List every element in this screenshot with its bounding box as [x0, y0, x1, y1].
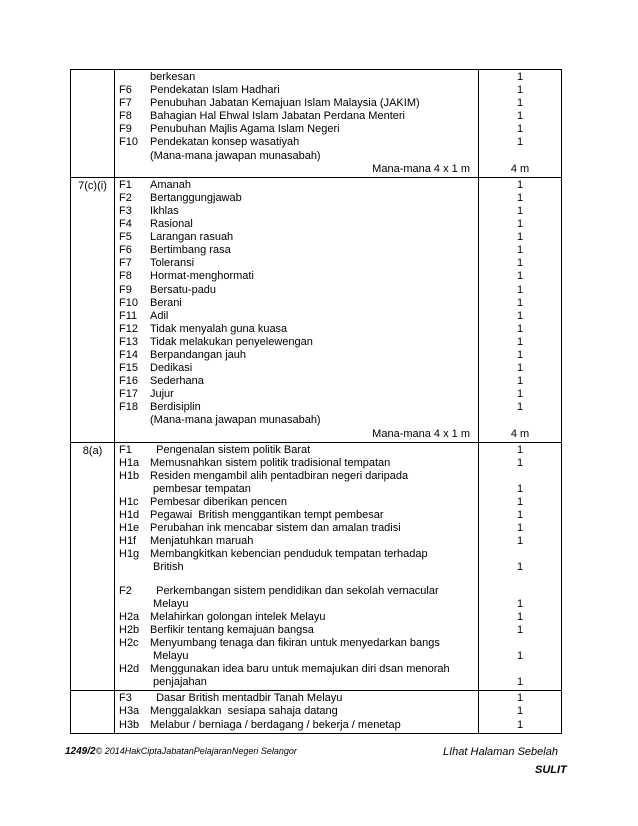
mark-value: 1 [516, 348, 524, 361]
mark-value: 1 [516, 456, 524, 469]
mark-value: 1 [516, 257, 524, 270]
table-row [71, 70, 562, 178]
answer-point [115, 179, 478, 192]
answer-point [115, 470, 478, 483]
point-code: F8 [119, 270, 132, 283]
mark-value: 1 [516, 362, 524, 375]
answer-point [115, 676, 478, 689]
mark-value: 1 [516, 136, 524, 149]
answer-point [115, 310, 478, 323]
point-text: Pendekatan konsep wasatiyah [150, 136, 300, 149]
table-row [71, 178, 562, 443]
point-code: H3a [119, 705, 140, 718]
answer-point [115, 509, 478, 522]
marking-summary: Mana-mana 4 x 1 m [372, 427, 470, 440]
point-code: H2a [119, 610, 140, 623]
point-text: Memusnahkan sistem politik tradisional tempatan [150, 456, 391, 469]
question-number [71, 691, 115, 732]
answer-point [115, 585, 478, 598]
answer-point [115, 719, 478, 732]
point-text: Tidak menyalah guna kuasa [150, 322, 288, 335]
mark-value: 1 [516, 110, 524, 123]
point-text: pembesar tempatan [150, 482, 251, 495]
point-text: Bahagian Hal Ehwal Islam Jabatan Perdana Menteri [150, 110, 405, 123]
mark-value [479, 663, 561, 676]
point-code: H1g [119, 548, 140, 561]
table-row [71, 443, 562, 692]
point-code: F5 [119, 231, 132, 244]
point-text: Menggunakan idea baru untuk memajukan diri dsan menorah [150, 663, 450, 676]
point-text: Pengenalan sistem politik Barat [150, 443, 311, 456]
mark-value: 1 [516, 388, 524, 401]
point-code: F3 [119, 692, 132, 705]
point-code [115, 650, 150, 663]
mark-value: 1 [516, 270, 524, 283]
mark-value: 1 [516, 309, 524, 322]
mark-value [479, 548, 561, 561]
point-text: Rasional [150, 218, 193, 231]
mark-value: 1 [516, 443, 524, 456]
mark-value: 1 [516, 535, 524, 548]
point-code [115, 414, 150, 427]
point-text: Penubuhan Majlis Agama Islam Negeri [150, 123, 340, 136]
answer-point [115, 401, 478, 414]
point-code: F14 [119, 348, 138, 361]
mark-value: 1 [516, 561, 524, 574]
mark-value: 1 [516, 650, 524, 663]
mark-value: 1 [516, 204, 524, 217]
point-code: F4 [119, 218, 132, 231]
point-code [115, 483, 150, 496]
answer-point [115, 136, 478, 149]
total-mark: 4 m [510, 427, 530, 440]
point-text: Perubahan ink mencabar sistem dan amalan tradisi [150, 522, 401, 535]
answer-point [115, 205, 478, 218]
point-text: Jujur [150, 388, 174, 401]
point-code: H1d [119, 509, 140, 522]
point-text: Perkembangan sistem pendidikan dan sekolah vernacular [150, 584, 439, 597]
mark-value: 1 [516, 71, 524, 83]
mark-value: 1 [516, 401, 524, 414]
point-text: Menjatuhkan maruah [150, 535, 254, 548]
answer-point [115, 244, 478, 257]
answer-point [115, 561, 478, 574]
point-text: Bertanggungjawab [150, 191, 242, 204]
point-code: F10 [119, 296, 138, 309]
answer-point [115, 457, 478, 470]
answer-point [115, 349, 478, 362]
point-code: F1 [119, 178, 132, 191]
mark-value [479, 585, 561, 598]
point-text: Ikhlas [150, 204, 179, 217]
point-text: Berfikir tentang kemajuan bangsa [150, 623, 314, 636]
answer-point [115, 650, 478, 663]
question-number [71, 70, 115, 177]
mark-value: 1 [516, 676, 524, 689]
answer-point [115, 150, 478, 163]
answer-points-cell [115, 70, 479, 177]
answer-points-cell [115, 178, 479, 442]
point-text: (Mana-mana jawapan munasabah) [150, 414, 321, 427]
point-code: F7 [119, 257, 132, 270]
mark-value: 1 [516, 718, 524, 731]
answer-point [115, 270, 478, 283]
answer-point [115, 624, 478, 637]
point-code: F2 [119, 191, 132, 204]
answer-point [115, 598, 478, 611]
answer-point [115, 192, 478, 205]
answer-point [115, 362, 478, 375]
answer-point [115, 637, 478, 650]
point-code: F7 [119, 97, 132, 110]
mark-value: 1 [516, 522, 524, 535]
point-code: F13 [119, 335, 138, 348]
mark-value [479, 470, 561, 483]
point-text: berkesan [150, 71, 196, 83]
answer-point [115, 336, 478, 349]
point-code: F12 [119, 322, 138, 335]
point-text: Pegawai British menggantikan tempt pembesar [150, 509, 384, 522]
point-text: Toleransi [150, 257, 195, 270]
answer-point [115, 535, 478, 548]
answer-point [115, 611, 478, 624]
footer-copyright [65, 746, 297, 757]
mark-value [479, 150, 561, 163]
answer-point [115, 323, 478, 336]
answer-point [115, 84, 478, 97]
point-code: H1f [119, 535, 137, 548]
answer-point [115, 297, 478, 310]
point-code: F18 [119, 401, 138, 414]
point-code: H1a [119, 456, 140, 469]
answer-point [115, 257, 478, 270]
point-text: penjajahan [150, 676, 207, 689]
point-text: Bertimbang rasa [150, 244, 231, 257]
point-text: (Mana-mana jawapan munasabah) [150, 149, 321, 162]
total-mark: 4 m [510, 162, 530, 175]
point-text: Melahirkan golongan intelek Melayu [150, 610, 326, 623]
marks-cell [479, 691, 562, 732]
point-code: H2b [119, 623, 140, 636]
answer-point [115, 375, 478, 388]
answer-point [115, 110, 478, 123]
marks-cell [479, 178, 562, 442]
mark-value: 1 [516, 322, 524, 335]
paper-code: 1249/2 [65, 746, 96, 757]
mark-value [479, 575, 561, 585]
point-text: Adil [150, 309, 169, 322]
answer-point [115, 548, 478, 561]
mark-value: 1 [516, 123, 524, 136]
point-text: Berpandangan jauh [150, 348, 247, 361]
answer-point [115, 231, 478, 244]
point-text: Residen mengambil alih pentadbiran negeri daripada [150, 469, 409, 482]
point-text: Sederhana [150, 375, 204, 388]
mark-value: 1 [516, 231, 524, 244]
mark-value: 1 [516, 191, 524, 204]
answer-point [115, 388, 478, 401]
mark-value: 1 [516, 597, 524, 610]
point-code: F1 [119, 443, 132, 456]
point-code [115, 676, 150, 689]
point-text: Berani [150, 296, 182, 309]
question-number: 8(a) [71, 443, 115, 691]
point-text: Melabur / berniaga / berdagang / bekerja / menetap [150, 718, 401, 731]
sulit-label: SULIT [535, 764, 567, 776]
point-code: H1b [119, 469, 140, 482]
point-text [150, 575, 478, 585]
mark-value: 1 [516, 375, 524, 388]
mark-value: 1 [516, 97, 524, 110]
point-text: Menggalakkan sesiapa sahaja datang [150, 705, 338, 718]
answer-point [115, 575, 478, 585]
point-code [115, 598, 150, 611]
marks-cell [479, 443, 562, 691]
point-code: F15 [119, 362, 138, 375]
mark-value: 1 [516, 335, 524, 348]
point-text: Amanah [150, 178, 191, 191]
answer-point [115, 123, 478, 136]
answer-point [115, 97, 478, 110]
point-code: H2c [119, 636, 139, 649]
marks-cell [479, 70, 562, 177]
point-code [115, 71, 150, 84]
point-text: Penubuhan Jabatan Kemajuan Islam Malaysia (JAKIM) [150, 97, 420, 110]
point-code: F2 [119, 584, 132, 597]
point-text: Pendekatan Islam Hadhari [150, 84, 280, 97]
answer-point [115, 444, 478, 457]
answer-points-cell [115, 691, 479, 732]
answer-point [115, 663, 478, 676]
point-code: H3b [119, 718, 140, 731]
point-text: Pembesar diberikan pencen [150, 496, 287, 508]
point-text: Dedikasi [150, 362, 193, 375]
point-code [115, 575, 150, 585]
point-code: F3 [119, 204, 132, 217]
answer-point [115, 692, 478, 705]
point-text: British [150, 561, 184, 574]
point-code: F6 [119, 84, 132, 97]
answer-point [115, 522, 478, 535]
point-text: Berdisiplin [150, 401, 201, 414]
answer-point [115, 705, 478, 718]
table-row [71, 691, 562, 733]
mark-value [479, 637, 561, 650]
next-page-note: LIhat Halaman Sebelah [443, 746, 558, 758]
answer-scheme-table [70, 69, 562, 734]
point-text: Melayu [150, 597, 189, 610]
point-text: Melayu [150, 650, 189, 663]
point-text: Bersatu-padu [150, 283, 217, 296]
point-code: H1c [119, 496, 139, 508]
mark-value: 1 [516, 692, 524, 705]
question-number: 7(c)(i) [71, 178, 115, 442]
answer-point [115, 414, 478, 427]
point-code [115, 561, 150, 574]
mark-value: 1 [516, 509, 524, 522]
mark-value: 1 [516, 496, 524, 508]
answer-point [115, 71, 478, 84]
answer-point [115, 496, 478, 509]
mark-value: 1 [516, 178, 524, 191]
answer-point [115, 218, 478, 231]
marking-summary: Mana-mana 4 x 1 m [372, 162, 470, 175]
mark-value: 1 [516, 84, 524, 97]
mark-value: 1 [516, 705, 524, 718]
point-code [115, 150, 150, 163]
point-code: F16 [119, 375, 138, 388]
point-text: Menyumbang tenaga dan fikiran untuk menyedarkan bangs [150, 636, 440, 649]
answer-points-cell [115, 443, 479, 691]
mark-value: 1 [516, 283, 524, 296]
answer-point [115, 483, 478, 496]
mark-value: 1 [516, 623, 524, 636]
mark-value: 1 [516, 482, 524, 495]
point-text: Larangan rasuah [150, 231, 234, 244]
point-code: F6 [119, 244, 132, 257]
point-text: Hormat-menghormati [150, 270, 254, 283]
point-code: F8 [119, 110, 132, 123]
point-text: Dasar British mentadbir Tanah Melayu [150, 692, 343, 705]
mark-value [479, 414, 561, 427]
mark-value: 1 [516, 296, 524, 309]
mark-value: 1 [516, 244, 524, 257]
mark-value: 1 [516, 218, 524, 231]
point-code: F17 [119, 388, 138, 401]
point-code: F9 [119, 283, 132, 296]
point-code: H1e [119, 522, 140, 535]
point-code: F9 [119, 123, 132, 136]
point-text: Tidak melakukan penyelewengan [150, 335, 313, 348]
answer-point [115, 284, 478, 297]
point-text: Membangkitkan kebencian penduduk tempatan terhadap [150, 548, 428, 561]
point-code: F10 [119, 136, 138, 149]
mark-value: 1 [516, 610, 524, 623]
point-code: F11 [119, 309, 138, 322]
copyright-text: © 2014HakCiptaJabatanPelajaranNegeri Selangor [95, 746, 297, 756]
point-code: H2d [119, 663, 140, 676]
